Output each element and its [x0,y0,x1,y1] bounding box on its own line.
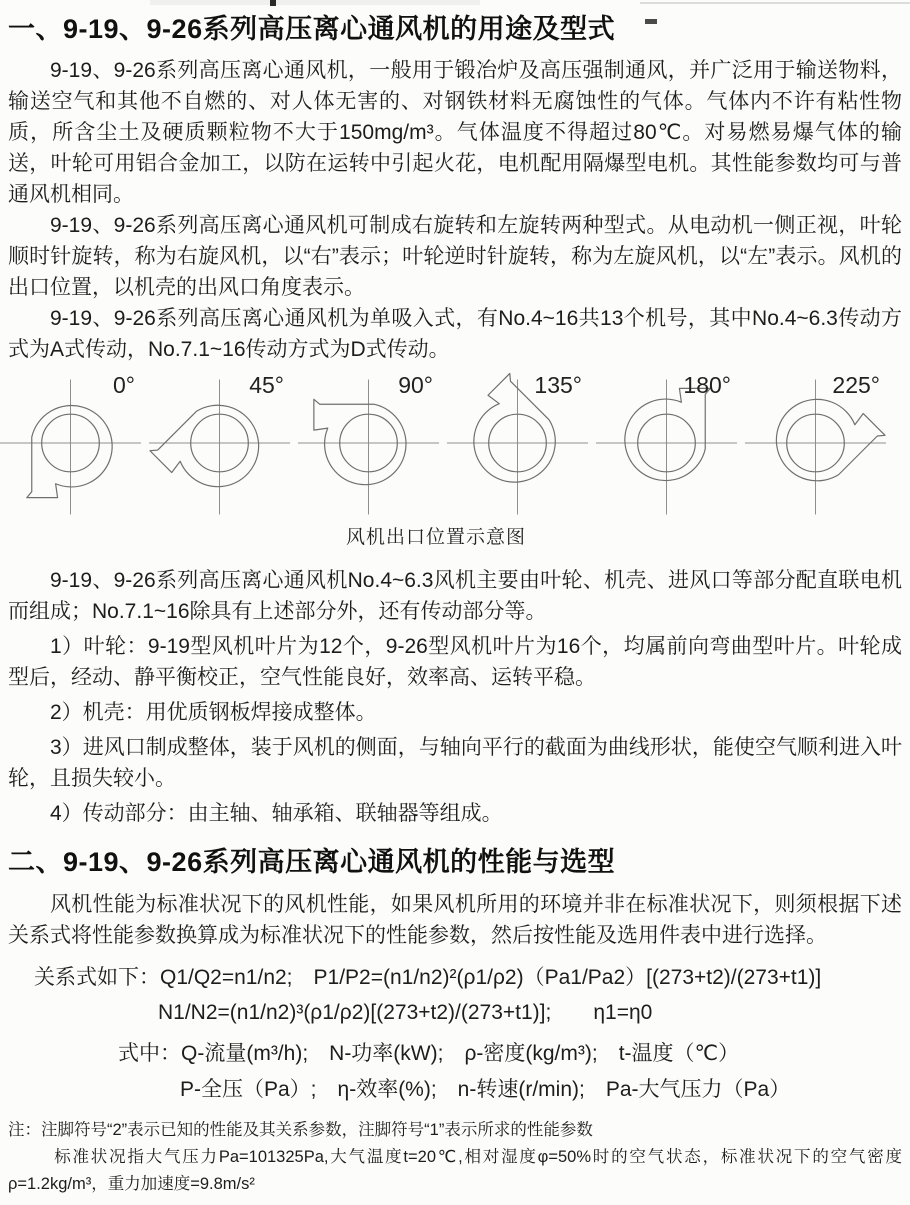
structure-paragraph: 9-19、9-26系列高压离心通风机No.4~6.3风机主要由叶轮、机壳、进风口等部分配直联电机而组成；No.7.1~16除具有上述部分外，还有传动部分等。 [8,569,902,623]
scan-artifact [150,0,480,5]
angle-label: 180° [683,372,731,398]
usage-paragraph-1: 9-19、9-26系列高压离心通风机，一般用于锻冶炉及高压强制通风，并广泛用于输送物料，输送空气和其他不自燃的、对人体无害的、对钢铁材料无腐蚀性的气体。气体内不许有粘性物质，所含尘土及硬质颗粒物不大于150mg/m³。气体温度不得超过80℃。对易燃易爆气体的输送，叶轮可用铝合金加工，以防在运转中引起火花，电机配用隔爆型电机。其性能参数均可与普通风机相同。 [8,59,902,206]
angle-label: 135° [534,372,582,398]
fan-diagram-90deg [294,371,443,521]
footnote-2: 标准状况指大气压力Pa=101325Pa,大气温度t=20℃,相对湿度φ=50%时的空气状态，标准状况下的空气密度ρ=1.2kg/m³，重力加速度=9.8m/s² [8,1148,902,1193]
angle-label: 225° [832,372,880,398]
fan-diagram-0deg [0,371,145,521]
section2-heading: 二、9-19、9-26系列高压离心通风机的性能与选型 [8,847,616,877]
performance-paragraph: 风机性能为标准状况下的风机性能，如果风机所用的环境并非在标准状况下，则须根据下述关系式将性能参数换算成为标准状况下的性能参数，然后按性能及选用件表中进行选择。 [8,893,902,947]
symbol-legend-2: P-全压（Pa）; η-效率(%); n-转速(r/min); Pa-大气压力（Pa） [180,1078,791,1101]
structure-item-inlet: 3）进风口制成整体，装于风机的侧面，与轴向平行的截面为曲线形状，能使空气顺利进入叶轮，且损失较小。 [8,736,902,790]
symbol-legend-1: 式中：Q-流量(m³/h); N-功率(kW); ρ-密度(kg/m³); t-温度（℃） [118,1042,740,1065]
usage-paragraph-3: 9-19、9-26系列高压离心通风机为单吸入式，有No.4~16共13个机号，其中No.4~6.3传动方式为A式传动，No.7.1~16传动方式为D式传动。 [8,307,902,361]
conversion-formula-2: N1/N2=(n1/n2)³(ρ1/ρ2)[(273+t2)/(273+t1)]; η1=η0 [158,1001,653,1024]
section1-heading: 一、9-19、9-26系列高压离心通风机的用途及型式 [8,14,616,44]
scan-artifact [645,19,657,24]
usage-paragraph-2: 9-19、9-26系列高压离心通风机可制成右旋转和左旋转两种型式。从电动机一侧正视，叶轮顺时针旋转，称为右旋风机，以“右”表示；叶轮逆时针旋转，称为左旋风机，以“左”表示。风机的出口位置，以机壳的出风口角度表示。 [8,214,902,299]
structure-item-impeller: 1）叶轮：9-19型风机叶片为12个，9-26型风机叶片为16个，均属前向弯曲型叶片。叶轮成型后，经动、静平衡校正，空气性能良好，效率高、运转平稳。 [8,635,902,689]
angle-label: 0° [113,372,135,398]
diagram-caption: 风机出口位置示意图 [345,527,526,548]
conversion-formula-1: 关系式如下：Q1/Q2=n1/n2; P1/P2=(n1/n2)²(ρ1/ρ2)（Pa1/Pa2）[(273+t2)/(273+t1)] [34,966,822,989]
scan-artifact [270,0,276,6]
fan-diagram-45deg [145,371,294,521]
footnote-1: 注：注脚符号“2”表示已知的性能及其关系参数，注脚符号“1”表示所求的性能参数 [8,1121,593,1139]
structure-item-casing: 2）机壳：用优质钢板焊接成整体。 [50,701,377,724]
scan-artifact [640,2,910,4]
fan-diagram-180deg [592,371,741,521]
fan-diagram-225deg [741,371,890,521]
fan-outlet-position-diagram [0,371,902,521]
fan-diagram-135deg [443,371,592,521]
structure-item-transmission: 4）传动部分：由主轴、轴承箱、联轴器等组成。 [50,802,503,825]
angle-label: 90° [398,372,433,398]
angle-label: 45° [249,372,284,398]
